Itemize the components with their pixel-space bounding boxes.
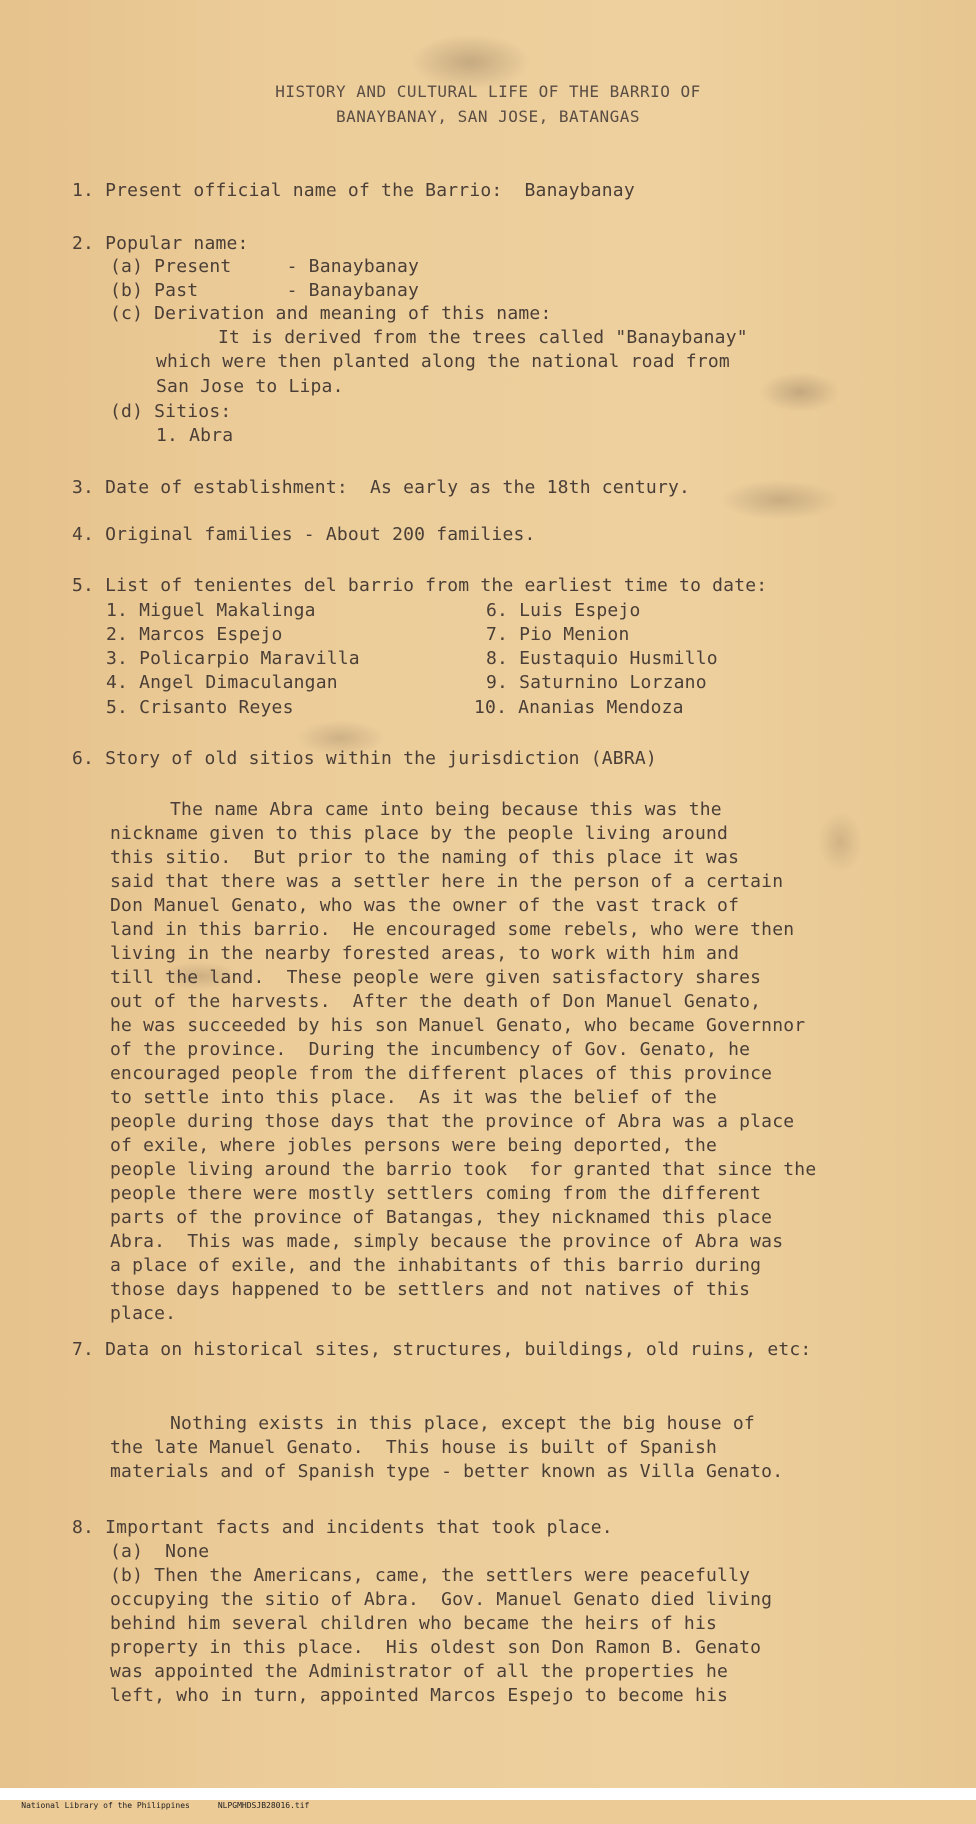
- section-6-paragraph-line: of the province. During the incumbency of Gov. Genato, he: [110, 1039, 751, 1060]
- section-2-derivation-line: It is derived from the trees called "Banaybanay": [218, 327, 748, 348]
- teniente-list-item: 2. Marcos Espejo: [106, 624, 283, 645]
- teniente-list-item: 1. Miguel Makalinga: [106, 600, 316, 621]
- section-6-paragraph-line: of exile, where jobles persons were being deported, the: [110, 1135, 718, 1156]
- section-5-heading: 5. List of tenientes del barrio from the earliest time to date:: [72, 575, 768, 596]
- section-6-paragraph-line: Abra. This was made, simply because the province of Abra was: [110, 1231, 784, 1252]
- document-title-line-1: HISTORY AND CULTURAL LIFE OF THE BARRIO OF: [275, 82, 701, 101]
- footer-library-name: National Library of the Philippines: [21, 1801, 190, 1810]
- section-2-derivation-line: which were then planted along the national road from: [156, 351, 730, 372]
- section-2-heading: 2. Popular name:: [72, 233, 249, 254]
- scan-footer: [0, 1788, 976, 1810]
- section-6-paragraph-line: till the land. These people were given satisfactory shares: [110, 967, 762, 988]
- teniente-list-item: 4. Angel Dimaculangan: [106, 672, 338, 693]
- section-8-heading: 8. Important facts and incidents that took place.: [72, 1517, 613, 1538]
- section-7-paragraph-line: materials and of Spanish type - better known as Villa Genato.: [110, 1461, 784, 1482]
- section-1-official-name: 1. Present official name of the Barrio: Banaybanay: [72, 180, 635, 201]
- section-6-paragraph-line: to settle into this place. As it was the belief of the: [110, 1087, 718, 1108]
- section-8-paragraph-line: (b) Then the Americans, came, the settlers were peacefully: [110, 1565, 751, 1586]
- section-6-paragraph-line: this sitio. But prior to the naming of this place it was: [110, 847, 740, 868]
- teniente-list-item: 3. Policarpio Maravilla: [106, 648, 360, 669]
- section-7-paragraph-line: the late Manuel Genato. This house is built of Spanish: [110, 1437, 718, 1458]
- section-6-paragraph-line: The name Abra came into being because this was the: [170, 799, 722, 820]
- section-7-paragraph-line: Nothing exists in this place, except the big house of: [170, 1413, 755, 1434]
- section-6-paragraph-line: he was succeeded by his son Manuel Genato, who became Governnor: [110, 1015, 806, 1036]
- section-6-paragraph-line: nickname given to this place by the people living around: [110, 823, 729, 844]
- section-6-paragraph-line: people there were mostly settlers coming from the different: [110, 1183, 762, 1204]
- section-4-families: 4. Original families - About 200 families.: [72, 524, 536, 545]
- section-6-paragraph-line: living in the nearby forested areas, to work with him and: [110, 943, 740, 964]
- section-6-paragraph-line: place.: [110, 1303, 177, 1324]
- section-6-paragraph-line: said that there was a settler here in the person of a certain: [110, 871, 784, 892]
- section-8-paragraph-line: occupying the sitio of Abra. Gov. Manuel Genato died living: [110, 1589, 773, 1610]
- teniente-list-item: 10. Ananias Mendoza: [474, 697, 684, 718]
- section-2-derivation-line: San Jose to Lipa.: [156, 376, 344, 397]
- section-2-derivation-heading: (c) Derivation and meaning of this name:: [110, 303, 552, 324]
- section-6-paragraph-line: those days happened to be settlers and not natives of this: [110, 1279, 751, 1300]
- section-8-paragraph-line: behind him several children who became the heirs of his: [110, 1613, 718, 1634]
- section-6-paragraph-line: a place of exile, and the inhabitants of this barrio during: [110, 1255, 762, 1276]
- section-6-paragraph-line: land in this barrio. He encouraged some rebels, who were then: [110, 919, 795, 940]
- section-2-sitios-heading: (d) Sitios:: [110, 401, 232, 422]
- section-6-paragraph-line: Don Manuel Genato, who was the owner of the vast track of: [110, 895, 740, 916]
- footer-file-name: NLPGMHDSJB28016.tif: [217, 1801, 310, 1810]
- section-8-item-a: (a) None: [110, 1541, 210, 1562]
- section-8-paragraph-line: property in this place. His oldest son Don Ramon B. Genato: [110, 1637, 762, 1658]
- section-6-paragraph-line: people living around the barrio took for granted that since the: [110, 1159, 817, 1180]
- teniente-list-item: 7. Pio Menion: [486, 624, 630, 645]
- teniente-list-item: 5. Crisanto Reyes: [106, 697, 294, 718]
- section-6-paragraph-line: out of the harvests. After the death of Don Manuel Genato,: [110, 991, 762, 1012]
- section-8-paragraph-line: left, who in turn, appointed Marcos Espejo to become his: [110, 1685, 729, 1706]
- section-2-past: (b) Past - Banaybanay: [110, 280, 420, 301]
- section-2-present: (a) Present - Banaybanay: [110, 256, 420, 277]
- teniente-list-item: 6. Luis Espejo: [486, 600, 641, 621]
- section-6-heading: 6. Story of old sitios within the jurisdiction (ABRA): [72, 748, 657, 769]
- teniente-list-item: 8. Eustaquio Husmillo: [486, 648, 718, 669]
- section-7-heading: 7. Data on historical sites, structures, buildings, old ruins, etc:: [72, 1339, 812, 1360]
- section-6-paragraph-line: parts of the province of Batangas, they nicknamed this place: [110, 1207, 773, 1228]
- section-6-paragraph-line: encouraged people from the different places of this province: [110, 1063, 773, 1084]
- section-6-paragraph-line: people during those days that the province of Abra was a place: [110, 1111, 795, 1132]
- section-3-establishment: 3. Date of establishment: As early as the 18th century.: [72, 477, 691, 498]
- teniente-list-item: 9. Saturnino Lorzano: [486, 672, 707, 693]
- document-title-line-2: BANAYBANAY, SAN JOSE, BATANGAS: [336, 107, 640, 126]
- section-8-paragraph-line: was appointed the Administrator of all the properties he: [110, 1661, 729, 1682]
- section-2-sitio-item: 1. Abra: [156, 425, 234, 446]
